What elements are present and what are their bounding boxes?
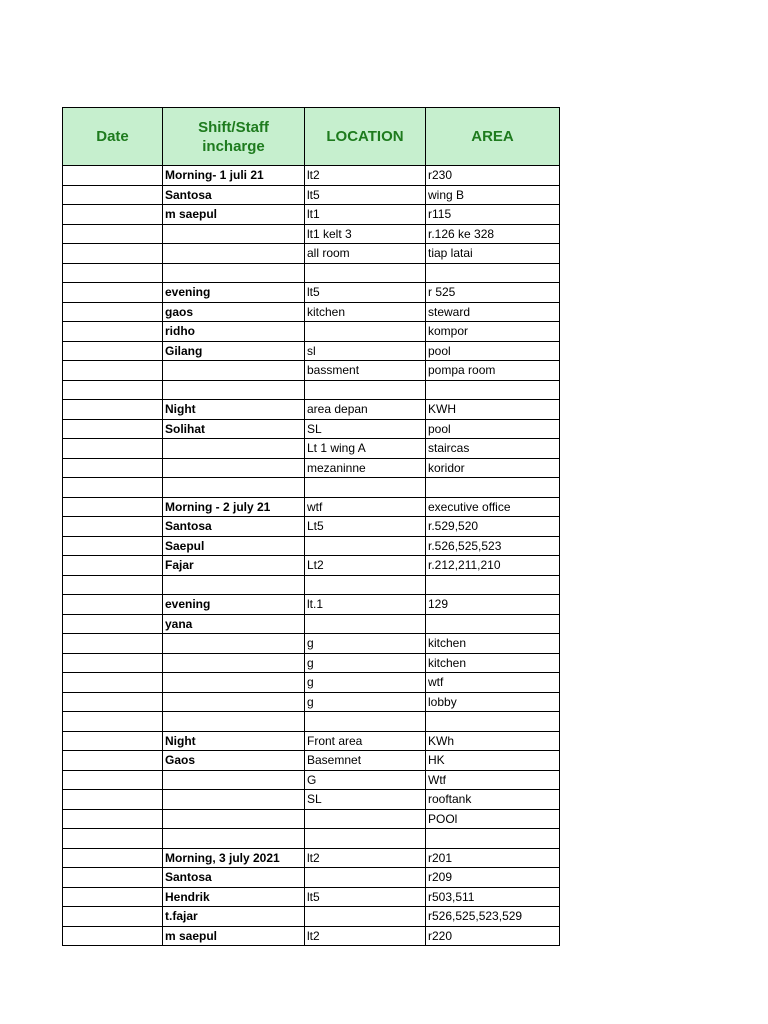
area-cell: pompa room	[426, 361, 560, 381]
shift-staff-cell	[163, 439, 305, 459]
location-cell: lt1	[305, 205, 426, 225]
location-cell	[305, 575, 426, 595]
date-cell	[63, 790, 163, 810]
area-cell	[426, 380, 560, 400]
table-row	[63, 166, 560, 186]
location-cell	[305, 380, 426, 400]
table-row	[63, 517, 560, 537]
area-cell: wtf	[426, 673, 560, 693]
shift-staff-cell	[163, 692, 305, 712]
location-cell: kitchen	[305, 302, 426, 322]
date-cell	[63, 887, 163, 907]
date-cell	[63, 556, 163, 576]
shift-staff-cell	[163, 653, 305, 673]
area-cell: r526,525,523,529	[426, 907, 560, 927]
shift-staff-cell: Night	[163, 731, 305, 751]
header-shift-staff: Shift/Staff incharge	[163, 108, 305, 166]
shift-staff-cell: Fajar	[163, 556, 305, 576]
area-cell: wing B	[426, 185, 560, 205]
location-cell: Lt2	[305, 556, 426, 576]
table-row	[63, 263, 560, 283]
location-cell	[305, 614, 426, 634]
shift-staff-cell: Saepul	[163, 536, 305, 556]
date-cell	[63, 770, 163, 790]
area-cell: kitchen	[426, 653, 560, 673]
table-row	[63, 829, 560, 849]
header-area: AREA	[426, 108, 560, 166]
date-cell	[63, 712, 163, 732]
date-cell	[63, 653, 163, 673]
shift-staff-cell: Night	[163, 400, 305, 420]
date-cell	[63, 751, 163, 771]
location-cell: lt2	[305, 166, 426, 186]
location-cell: g	[305, 673, 426, 693]
table-row	[63, 634, 560, 654]
area-cell: r 525	[426, 283, 560, 303]
date-cell	[63, 283, 163, 303]
table-row	[63, 926, 560, 946]
table-row	[63, 887, 560, 907]
area-cell: r503,511	[426, 887, 560, 907]
table-row	[63, 400, 560, 420]
date-cell	[63, 634, 163, 654]
shift-staff-cell: Santosa	[163, 868, 305, 888]
area-cell: rooftank	[426, 790, 560, 810]
date-cell	[63, 575, 163, 595]
table-row	[63, 322, 560, 342]
location-cell: Basemnet	[305, 751, 426, 771]
date-cell	[63, 692, 163, 712]
location-cell: bassment	[305, 361, 426, 381]
table-row	[63, 478, 560, 498]
table-row	[63, 439, 560, 459]
table-row	[63, 653, 560, 673]
location-cell	[305, 322, 426, 342]
area-cell	[426, 614, 560, 634]
location-cell	[305, 907, 426, 927]
table-row	[63, 556, 560, 576]
area-cell: r.212,211,210	[426, 556, 560, 576]
area-cell: kitchen	[426, 634, 560, 654]
table-row	[63, 185, 560, 205]
location-cell: lt5	[305, 283, 426, 303]
area-cell	[426, 575, 560, 595]
shift-staff-cell	[163, 380, 305, 400]
area-cell	[426, 829, 560, 849]
shift-staff-cell	[163, 809, 305, 829]
table-row	[63, 419, 560, 439]
shift-staff-cell: Solihat	[163, 419, 305, 439]
location-cell	[305, 712, 426, 732]
area-cell: kompor	[426, 322, 560, 342]
table-row	[63, 536, 560, 556]
table-row	[63, 497, 560, 517]
location-cell: lt5	[305, 185, 426, 205]
date-cell	[63, 166, 163, 186]
area-cell: r209	[426, 868, 560, 888]
date-cell	[63, 926, 163, 946]
location-cell	[305, 478, 426, 498]
location-cell: area depan	[305, 400, 426, 420]
location-cell: G	[305, 770, 426, 790]
shift-staff-cell	[163, 224, 305, 244]
location-cell	[305, 829, 426, 849]
date-cell	[63, 361, 163, 381]
date-cell	[63, 302, 163, 322]
shift-staff-cell: Morning- 1 juli 21	[163, 166, 305, 186]
area-cell: staircas	[426, 439, 560, 459]
area-cell: POOl	[426, 809, 560, 829]
location-cell: g	[305, 653, 426, 673]
area-cell: 129	[426, 595, 560, 615]
table-row	[63, 751, 560, 771]
table-row	[63, 731, 560, 751]
location-cell: lt2	[305, 926, 426, 946]
shift-staff-cell: m saepul	[163, 205, 305, 225]
area-cell: Wtf	[426, 770, 560, 790]
date-cell	[63, 341, 163, 361]
shift-staff-cell: Santosa	[163, 517, 305, 537]
date-cell	[63, 614, 163, 634]
location-cell: all room	[305, 244, 426, 264]
location-cell: sl	[305, 341, 426, 361]
date-cell	[63, 224, 163, 244]
location-cell: Lt 1 wing A	[305, 439, 426, 459]
area-cell	[426, 263, 560, 283]
location-cell: g	[305, 634, 426, 654]
shift-staff-cell: m saepul	[163, 926, 305, 946]
location-cell: lt.1	[305, 595, 426, 615]
area-cell: pool	[426, 341, 560, 361]
area-cell: r230	[426, 166, 560, 186]
area-cell	[426, 478, 560, 498]
location-cell	[305, 809, 426, 829]
location-cell: Lt5	[305, 517, 426, 537]
shift-staff-cell: evening	[163, 595, 305, 615]
date-cell	[63, 907, 163, 927]
date-cell	[63, 536, 163, 556]
table-row	[63, 283, 560, 303]
area-cell: executive office	[426, 497, 560, 517]
date-cell	[63, 439, 163, 459]
table-row	[63, 848, 560, 868]
location-cell: lt1 kelt 3	[305, 224, 426, 244]
schedule-table	[62, 107, 560, 946]
shift-staff-cell: Gilang	[163, 341, 305, 361]
shift-staff-cell	[163, 634, 305, 654]
date-cell	[63, 185, 163, 205]
date-cell	[63, 458, 163, 478]
area-cell: tiap latai	[426, 244, 560, 264]
table-row	[63, 205, 560, 225]
location-cell: lt2	[305, 848, 426, 868]
area-cell: KWh	[426, 731, 560, 751]
area-cell: lobby	[426, 692, 560, 712]
location-cell: lt5	[305, 887, 426, 907]
location-cell: Front area	[305, 731, 426, 751]
date-cell	[63, 400, 163, 420]
area-cell: pool	[426, 419, 560, 439]
shift-staff-cell	[163, 244, 305, 264]
table-row	[63, 712, 560, 732]
shift-staff-cell	[163, 478, 305, 498]
table-row	[63, 790, 560, 810]
shift-staff-cell: evening	[163, 283, 305, 303]
location-cell: SL	[305, 419, 426, 439]
table-row	[63, 244, 560, 264]
date-cell	[63, 673, 163, 693]
date-cell	[63, 595, 163, 615]
table-row	[63, 673, 560, 693]
area-cell: KWH	[426, 400, 560, 420]
shift-staff-cell: yana	[163, 614, 305, 634]
date-cell	[63, 497, 163, 517]
header-location: LOCATION	[305, 108, 426, 166]
location-cell: SL	[305, 790, 426, 810]
area-cell: r220	[426, 926, 560, 946]
table-row	[63, 614, 560, 634]
area-cell: r.529,520	[426, 517, 560, 537]
date-cell	[63, 829, 163, 849]
shift-staff-cell	[163, 712, 305, 732]
table-body	[63, 166, 560, 946]
table-row	[63, 907, 560, 927]
shift-staff-cell: Gaos	[163, 751, 305, 771]
date-cell	[63, 205, 163, 225]
table-row	[63, 770, 560, 790]
area-cell: r201	[426, 848, 560, 868]
location-cell	[305, 263, 426, 283]
table-row	[63, 575, 560, 595]
location-cell: g	[305, 692, 426, 712]
shift-staff-cell	[163, 673, 305, 693]
table-row	[63, 361, 560, 381]
shift-staff-cell	[163, 770, 305, 790]
header-row	[63, 108, 560, 166]
date-cell	[63, 848, 163, 868]
shift-staff-cell: Morning - 2 july 21	[163, 497, 305, 517]
date-cell	[63, 322, 163, 342]
date-cell	[63, 868, 163, 888]
date-cell	[63, 731, 163, 751]
shift-staff-cell	[163, 790, 305, 810]
table-row	[63, 341, 560, 361]
date-cell	[63, 380, 163, 400]
table-row	[63, 458, 560, 478]
shift-staff-cell	[163, 458, 305, 478]
shift-staff-cell: Hendrik	[163, 887, 305, 907]
area-cell: r115	[426, 205, 560, 225]
location-cell	[305, 868, 426, 888]
table-row	[63, 380, 560, 400]
location-cell: wtf	[305, 497, 426, 517]
date-cell	[63, 263, 163, 283]
date-cell	[63, 478, 163, 498]
table-row	[63, 868, 560, 888]
shift-staff-cell: Santosa	[163, 185, 305, 205]
date-cell	[63, 419, 163, 439]
header-date: Date	[63, 108, 163, 166]
shift-staff-cell: Morning, 3 july 2021	[163, 848, 305, 868]
shift-staff-cell	[163, 575, 305, 595]
area-cell: steward	[426, 302, 560, 322]
shift-staff-cell	[163, 263, 305, 283]
location-cell: mezaninne	[305, 458, 426, 478]
shift-staff-cell: gaos	[163, 302, 305, 322]
area-cell: r.126 ke 328	[426, 224, 560, 244]
shift-staff-cell	[163, 829, 305, 849]
table-row	[63, 809, 560, 829]
shift-staff-cell: ridho	[163, 322, 305, 342]
date-cell	[63, 244, 163, 264]
table-row	[63, 224, 560, 244]
shift-staff-cell	[163, 361, 305, 381]
area-cell	[426, 712, 560, 732]
date-cell	[63, 517, 163, 537]
area-cell: koridor	[426, 458, 560, 478]
location-cell	[305, 536, 426, 556]
table-row	[63, 692, 560, 712]
table-row	[63, 595, 560, 615]
date-cell	[63, 809, 163, 829]
table-row	[63, 302, 560, 322]
area-cell: r.526,525,523	[426, 536, 560, 556]
shift-staff-cell: t.fajar	[163, 907, 305, 927]
area-cell: HK	[426, 751, 560, 771]
